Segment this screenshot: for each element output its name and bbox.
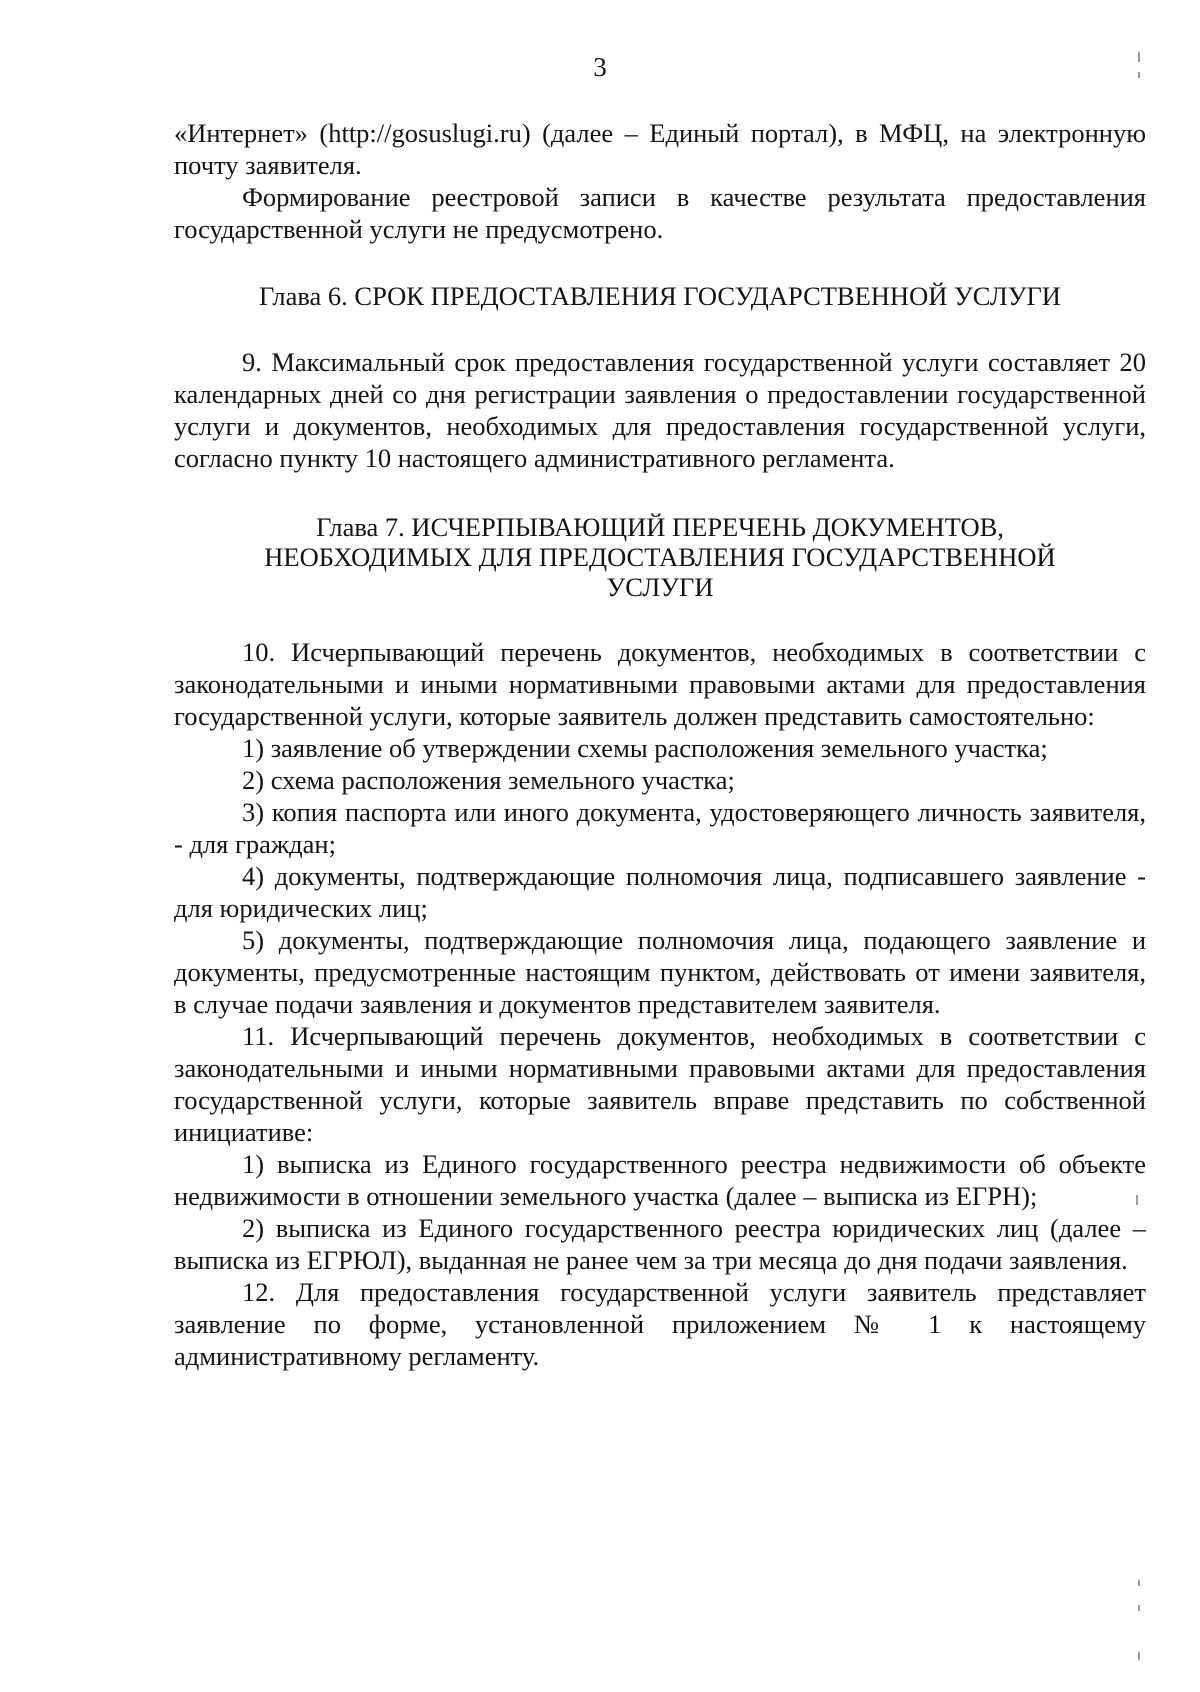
chapter-7-heading-line-1: Глава 7. ИСЧЕРПЫВАЮЩИЙ ПЕРЕЧЕНЬ ДОКУМЕНТОВ, <box>316 512 1004 542</box>
paragraph-10: 10. Исчерпывающий перечень документов, необходимых в соответствии с законодательными и иными нормативными правовыми актами для предоставления государственной услуги, которые заявитель должен представить самостоятельно: <box>174 637 1146 731</box>
chapter-7-heading-line-2: НЕОБХОДИМЫХ ДЛЯ ПРЕДОСТАВЛЕНИЯ ГОСУДАРСТВЕННОЙ <box>264 542 1056 572</box>
paragraph-11: 11. Исчерпывающий перечень документов, необходимых в соответствии с законодательными и иными нормативными правовыми актами для предоставления государственной услуги, которые заявитель вправе представить по собственной инициативе: <box>174 1021 1146 1147</box>
paragraph-internet-portal: «Интернет» (http://gosuslugi.ru) (далее – Единый портал), в МФЦ, на электронную почту заявителя. <box>174 118 1146 180</box>
paragraph-9: 9. Максимальный срок предоставления государственной услуги составляет 20 календарных дней со дня регистрации заявления о предоставлении государственной услуги и документов, необходимых для предоставления государственной услуги, согласно пункту 10 настоящего административного регламента. <box>174 347 1146 473</box>
scan-artifact <box>1138 72 1140 78</box>
chapter-6-heading: Глава 6. СРОК ПРЕДОСТАВЛЕНИЯ ГОСУДАРСТВЕННОЙ УСЛУГИ <box>259 281 1061 311</box>
document-body <box>174 117 1146 1372</box>
paragraph-10-item-1: 1) заявление об утверждении схемы расположения земельного участка; <box>242 733 1048 763</box>
scan-artifact <box>1138 52 1140 62</box>
scan-artifact <box>1138 1580 1140 1586</box>
paragraph-10-item-3: 3) копия паспорта или иного документа, удостоверяющего личность заявителя, - для граждан; <box>174 797 1146 859</box>
paragraph-10-item-4: 4) документы, подтверждающие полномочия лица, подписавшего заявление - для юридических лиц; <box>174 861 1146 923</box>
chapter-7-heading-line-3: УСЛУГИ <box>606 572 714 602</box>
page-number: 3 <box>593 52 607 82</box>
paragraph-11-item-2: 2) выписка из Единого государственного реестра юридических лиц (далее – выписка из ЕГРЮЛ), выданная не ранее чем за три месяца до дня подачи заявления. <box>174 1213 1146 1275</box>
scan-artifact <box>1138 1605 1140 1611</box>
paragraph-12: 12. Для предоставления государственной услуги заявитель представляет заявление по форме, установленной приложением № 1 к настоящему административному регламенту. <box>174 1277 1146 1371</box>
paragraph-registry-record: Формирование реестровой записи в качестве результата предоставления государственной услуги не предусмотрено. <box>174 182 1146 244</box>
paragraph-11-item-1: 1) выписка из Единого государственного реестра недвижимости об объекте недвижимости в отношении земельного участка (далее – выписка из ЕГРН); <box>174 1149 1146 1211</box>
scan-artifact <box>1138 1652 1140 1660</box>
paragraph-10-item-5: 5) документы, подтверждающие полномочия лица, подающего заявление и документы, предусмотренные настоящим пунктом, действовать от имени заявителя, в случае подачи заявления и документов представителем заявителя. <box>174 925 1146 1019</box>
chapter-7-heading <box>174 512 1146 602</box>
paragraph-10-item-2: 2) схема расположения земельного участка; <box>242 765 735 795</box>
